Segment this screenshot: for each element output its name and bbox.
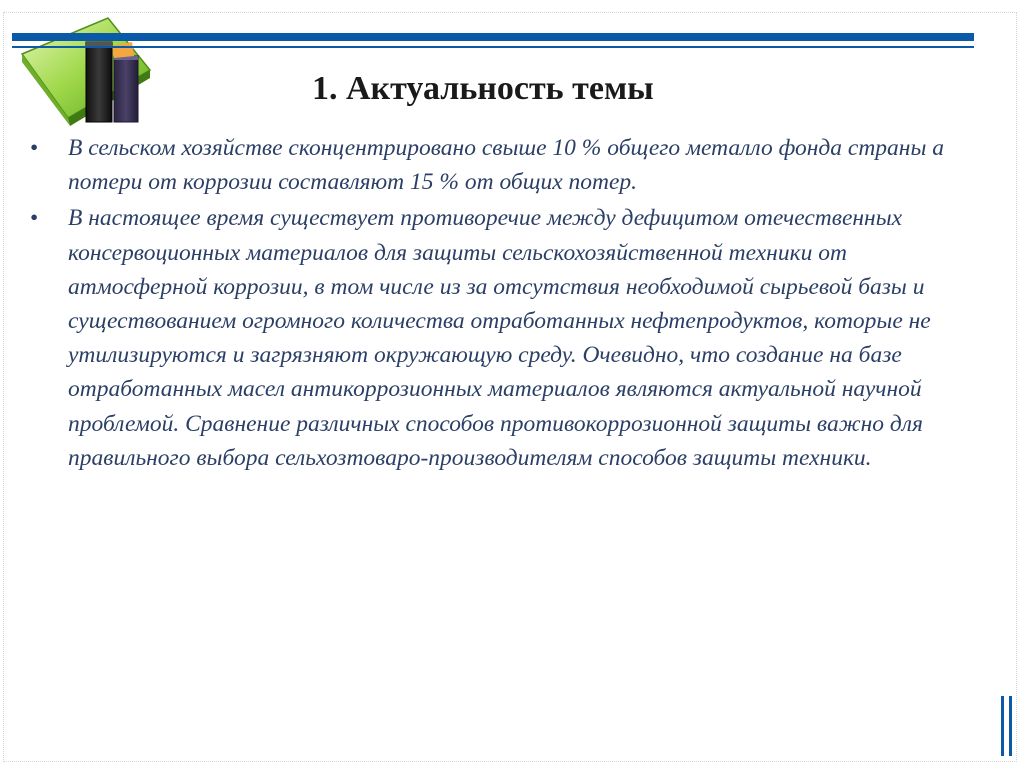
bullet-item [30, 201, 990, 475]
bullet-icon: • [30, 205, 39, 232]
slide-title: 1. Актуальность темы [312, 70, 654, 107]
footer-bar [1001, 696, 1004, 756]
top-accent-line [12, 46, 974, 48]
footer-accent [1001, 696, 1021, 756]
bullet-icon: • [30, 135, 39, 161]
bullet-text: В настоящее время существует противоречие между дефицитом отечественных консервоционных материалов для защиты сельскохозяйственной техники от атмосферной коррозии, в том числе из за отсутствия необходимой сырьевой базы и существованием огромного количества отработанных нефтепродуктов, которые не утилизируются и загрязняют окружающую среду. Очевидно, что создание на базе отработанных масел антикоррозионных материалов являются актуальной научной проблемой. Сравнение различных способов противокоррозионной защиты важно для правильного выбора сельхозтоваро-производителям способов защиты техники. [68, 205, 931, 471]
bullet-item [30, 131, 990, 199]
footer-bar [1009, 696, 1012, 756]
bullet-text: В сельском хозяйстве сконцентрировано свыше 10 % общего металло фонда страны а потери от коррозии составляют 15 % от общих потер. [68, 135, 944, 196]
bullet-list [30, 131, 990, 477]
books-icon [16, 12, 156, 130]
top-accent-bar [12, 33, 974, 41]
